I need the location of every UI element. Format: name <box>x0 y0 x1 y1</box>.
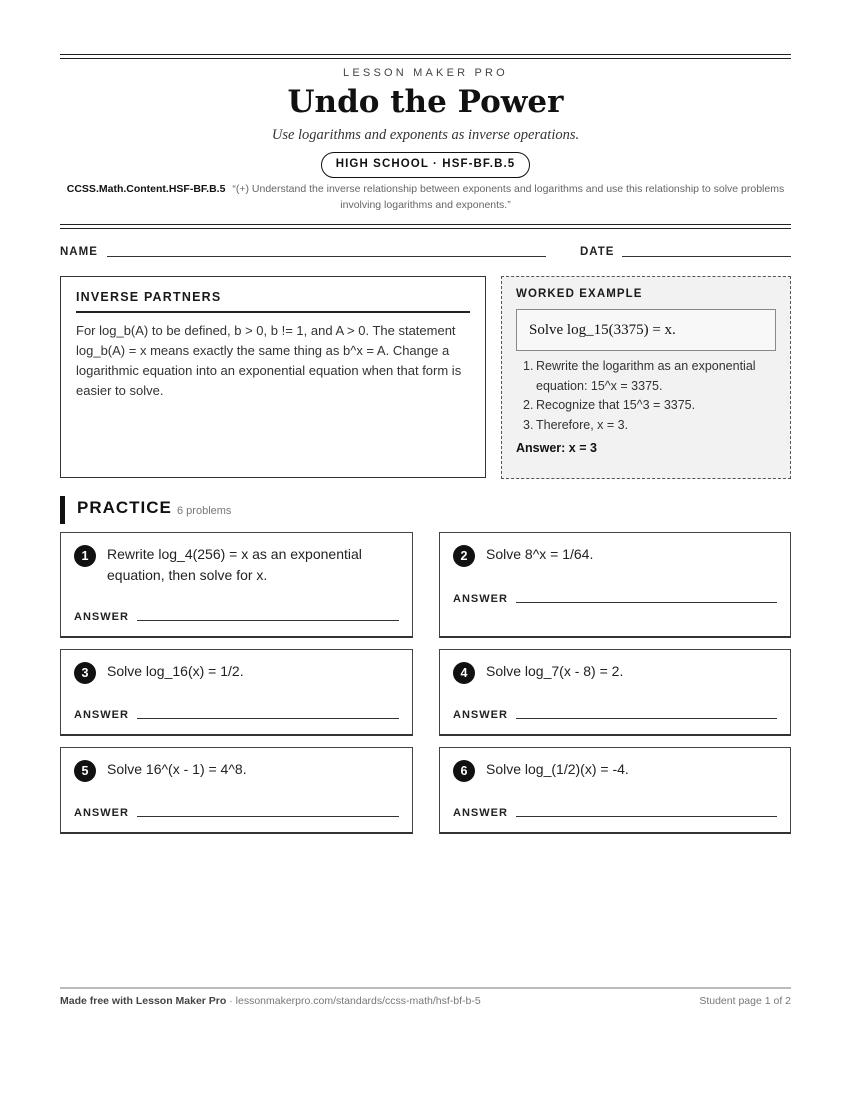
inverse-partners-heading: INVERSE PARTNERS <box>76 290 470 313</box>
problem-card-5 <box>60 747 413 834</box>
answer-row <box>74 611 399 623</box>
standard-text: “(+) Understand the inverse relationship between exponents and logarithms and use this relationship to solve problems involving logarithms and exponents.” <box>232 183 785 211</box>
problem-number-badge: 4 <box>453 662 475 684</box>
problem-text: Solve log_(1/2)(x) = -4. <box>486 761 629 777</box>
level-pill: HIGH SCHOOL · HSF-BF.B.5 <box>321 152 531 178</box>
name-label: NAME <box>60 246 98 258</box>
problem-text: Solve 16^(x - 1) = 4^8. <box>107 761 247 777</box>
header-bottom-rule <box>60 224 791 229</box>
inverse-partners-box <box>60 276 486 478</box>
worked-example-step: 1. Rewrite the logarithm as an exponential equation: 15^x = 3375. <box>523 359 756 393</box>
footer-page-number: Student page 1 of 2 <box>699 995 791 1007</box>
answer-row <box>453 593 777 605</box>
answer-row <box>453 807 777 819</box>
answer-label: ANSWER <box>453 807 508 819</box>
worked-example-step: 3. Therefore, x = 3. <box>523 417 629 432</box>
worked-example-heading: WORKED EXAMPLE <box>516 288 643 300</box>
brand-name: LESSON MAKER PRO <box>343 67 508 79</box>
problem-text: Rewrite log_4(256) = x as an exponential equation, then solve for x. <box>107 546 362 583</box>
worksheet-page <box>60 0 791 1100</box>
problem-text: Solve log_16(x) = 1/2. <box>107 663 244 679</box>
answer-line[interactable] <box>516 816 777 817</box>
worked-example-answer: Answer: x = 3 <box>516 441 597 455</box>
problem-number-badge: 5 <box>74 760 96 782</box>
answer-row <box>453 709 777 721</box>
worked-example-box <box>501 276 791 479</box>
answer-row <box>74 807 399 819</box>
page-title: Undo the Power <box>287 84 564 120</box>
problem-number-badge: 1 <box>74 545 96 567</box>
answer-label: ANSWER <box>453 709 508 721</box>
name-field-line[interactable] <box>107 256 546 257</box>
problem-card-3 <box>60 649 413 736</box>
worked-example-steps <box>516 357 776 435</box>
problem-card-4 <box>439 649 791 736</box>
answer-row <box>74 709 399 721</box>
problem-number-badge: 3 <box>74 662 96 684</box>
worked-example-problem: Solve log_15(3375) = x. <box>516 309 776 351</box>
practice-count: 6 problems <box>177 505 232 517</box>
problem-card-2 <box>439 532 791 638</box>
page-subtitle: Use logarithms and exponents as inverse operations. <box>271 127 580 143</box>
answer-line[interactable] <box>137 620 399 621</box>
date-label: DATE <box>580 246 615 258</box>
date-field-line[interactable] <box>622 256 791 257</box>
answer-line[interactable] <box>516 602 777 603</box>
answer-label: ANSWER <box>74 611 129 623</box>
answer-label: ANSWER <box>74 807 129 819</box>
standard-code: CCSS.Math.Content.HSF-BF.B.5 <box>66 183 226 195</box>
footer-credit <box>60 995 481 1007</box>
inverse-partners-body: For log_b(A) to be defined, b > 0, b != 1, and A > 0. The statement log_b(A) = x means exactly the same thing as b^x = A. Change a logarithmic equation into an exponential equation when that form is easier to solve. <box>76 323 462 398</box>
problem-text: Solve log_7(x - 8) = 2. <box>486 663 624 679</box>
practice-heading: PRACTICE <box>77 498 172 517</box>
answer-line[interactable] <box>137 718 399 719</box>
answer-label: ANSWER <box>74 709 129 721</box>
problem-text: Solve 8^x = 1/64. <box>486 546 594 562</box>
worked-example-step: 2. Recognize that 15^3 = 3375. <box>523 398 696 412</box>
footer-made-with: Made free with Lesson Maker Pro <box>60 995 227 1007</box>
header-top-rule <box>60 54 791 59</box>
practice-accent-bar <box>60 496 65 524</box>
problem-card-6 <box>439 747 791 834</box>
footer-url[interactable]: · lessonmakerpro.com/standards/ccss-math/hsf-bf-b-5 <box>226 995 481 1007</box>
standard-description <box>60 181 791 213</box>
problem-number-badge: 2 <box>453 545 475 567</box>
level-pill-wrap <box>60 152 791 178</box>
problem-card-1 <box>60 532 413 638</box>
answer-line[interactable] <box>516 718 777 719</box>
answer-line[interactable] <box>137 816 399 817</box>
problem-number-badge: 6 <box>453 760 475 782</box>
footer-rule <box>60 987 791 989</box>
answer-label: ANSWER <box>453 593 508 605</box>
